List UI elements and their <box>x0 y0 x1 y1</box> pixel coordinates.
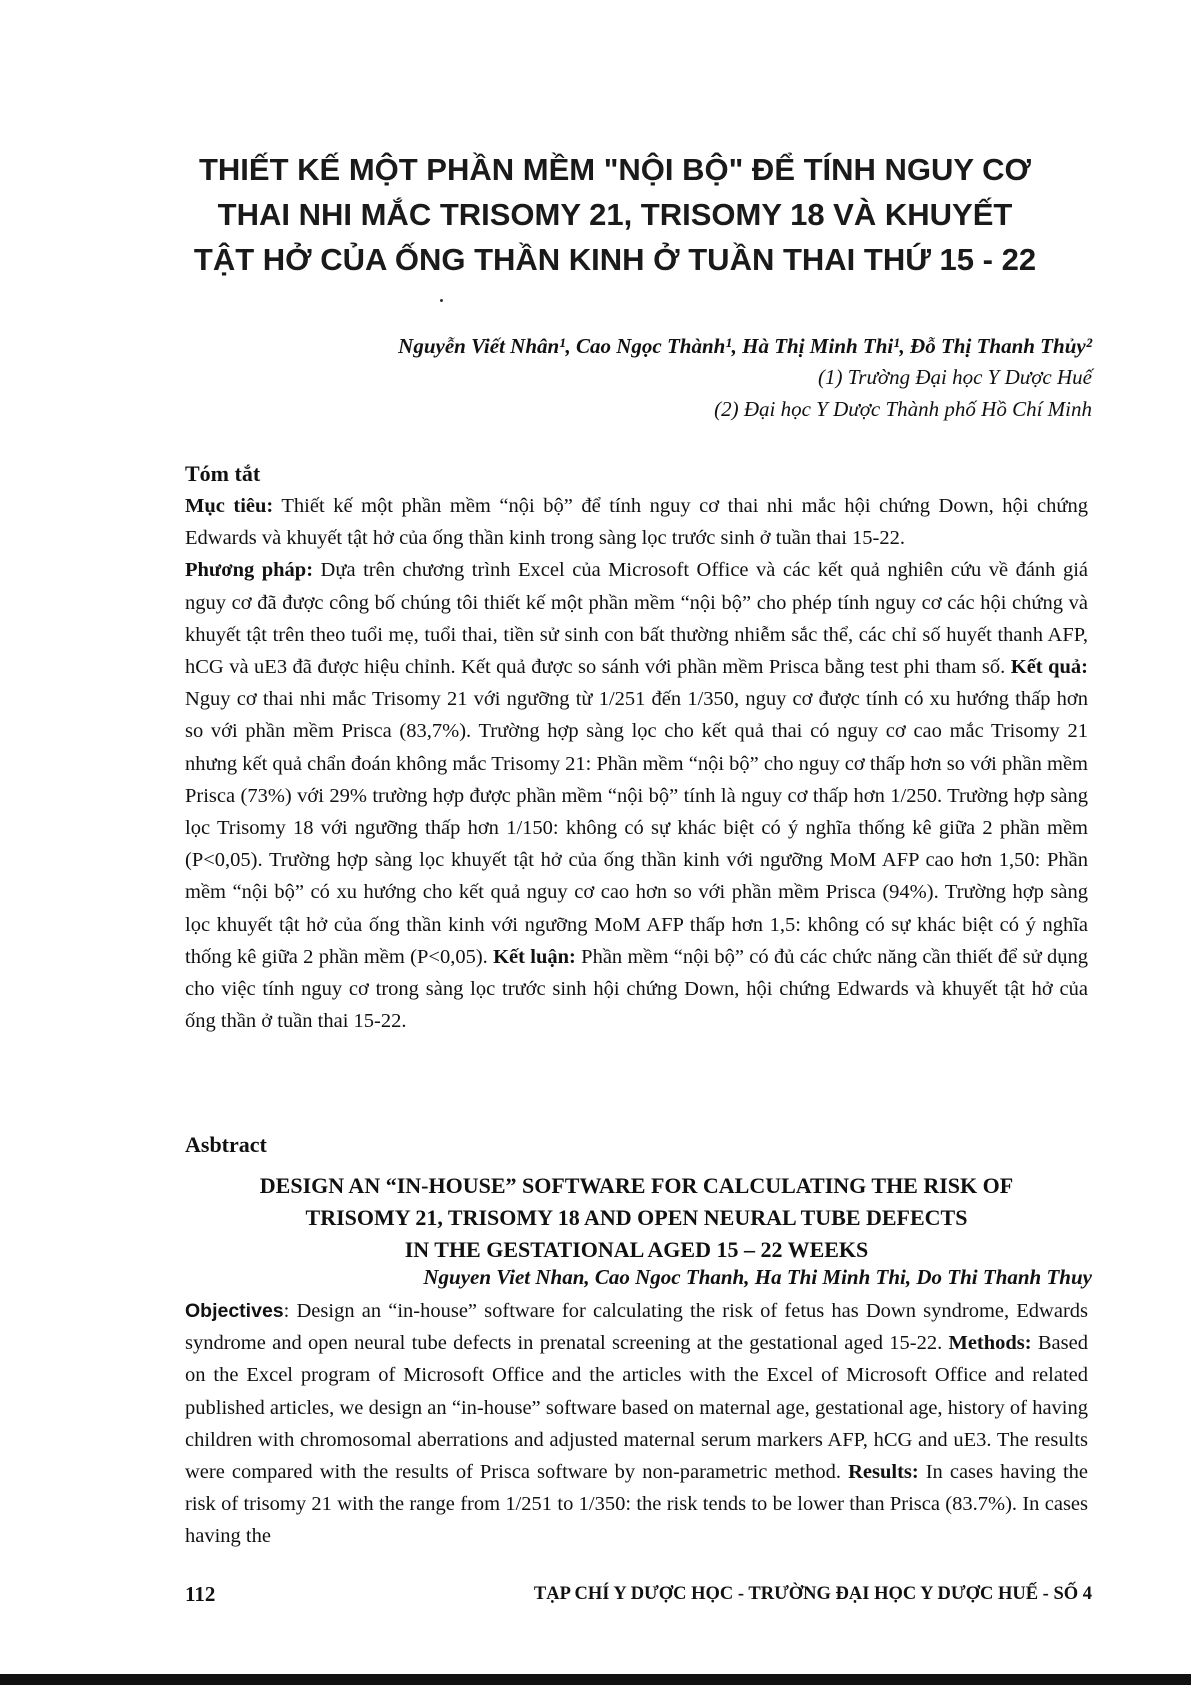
objectives-text: : Design an “in-house” software for calculating the risk of fetus has Down syndrome, Edwards syndrome and open neural tube defects in prenatal screening at the gestational aged 15-22. <box>185 1300 1088 1355</box>
title-line: THAI NHI MẮC TRISOMY 21, TRISOMY 18 VÀ KHUYẾT <box>217 197 1013 232</box>
en-title-line: TRISOMY 21, TRISOMY 18 AND OPEN NEURAL TUBE DEFECTS <box>305 1205 968 1230</box>
objectives-label: Objectives <box>185 1300 284 1322</box>
method-label: Phương pháp: <box>185 559 314 582</box>
scan-speck <box>440 299 443 302</box>
conclusion-text: Phần mềm “nội bộ” có đủ các chức năng cần thiết để sử dụng cho việc tính nguy cơ trong sàng lọc trước sinh hội chứng Down, hội chứng Edwards và khuyết tật hở của ống thần ở tuần thai 15-22. <box>185 945 1088 1033</box>
en-abstract-heading: Asbtract <box>185 1132 267 1157</box>
scan-bottom-edge <box>0 1674 1191 1685</box>
conclusion-label: Kết luận: <box>493 945 576 968</box>
objective-label: Mục tiêu: <box>185 495 274 517</box>
result-text: Nguy cơ thai nhi mắc Trisomy 21 với ngưỡng từ 1/251 đến 1/350, nguy cơ được tính có xu hướng thấp hơn so với phần mềm Prisca (83,7%). Trường hợp sàng lọc cho kết quả thai có nguy cơ cao mắc Trisomy 21 nhưng kết quả chẩn đoán không mắc Trisomy 21: Phần mềm “nội bộ” cho nguy cơ thấp hơn so với phần mềm Prisca (73%) với 29% trường hợp được phần mềm “nội bộ” tính là nguy cơ thấp hơn 1/250. Trường hợp sàng lọc Trisomy 18 với ngưỡng thấp hơn 1/150: không có sự khác biệt có ý nghĩa thống kê giữa 2 phần mềm (P<0,05). Trường hợp sàng lọc khuyết tật hở của ống thần kinh với ngưỡng MoM AFP cao hơn 1,50: Phần mềm “nội bộ” có xu hướng cho kết quả nguy cơ cao hơn so với phần mềm Prisca (94%). Trường hợp sàng lọc khuyết tật hở của ống thần kinh với ngưỡng MoM AFP thấp hơn 1,5: không có sự khác biệt có ý nghĩa thống kê giữa 2 phần mềm (P<0,05). <box>185 688 1088 968</box>
results-label: Results: <box>848 1461 919 1484</box>
method-text: Dựa trên chương trình Excel của Microsoft Office và các kết quả nghiên cứu về đánh giá nguy cơ đã được công bố chúng tôi thiết kế một phần mềm “nội bộ” cho phép tính nguy cơ các hội chứng và khuyết tật trên theo tuổi mẹ, tuổi thai, tiền sử sinh con bất thường nhiễm sắc thể, các chỉ số huyết thanh AFP, hCG và uE3 đã được hiệu chỉnh. Kết quả được so sánh với phần mềm Prisca bằng test phi tham số. <box>185 559 1088 679</box>
en-article-title <box>185 1170 1088 1266</box>
methods-text: Based on the Excel program of Microsoft Office and the articles with the Excel of Microsoft Office and related published articles, we design an “in-house” software based on maternal age, gestational age, history of having children with chromosomal aberrations and adjusted maternal serum markers AFP, hCG and uE3. The results were compared with the results of Prisca software by non-parametric method. <box>185 1332 1088 1484</box>
affiliation-2: (2) Đại học Y Dược Thành phố Hồ Chí Minh <box>714 397 1092 421</box>
vn-abstract-body <box>185 490 1088 1037</box>
results-text: In cases having the risk of trisomy 21 with the range from 1/251 to 1/350: the risk tends to be lower than Prisca (83.7%). In cases having the <box>185 1461 1088 1548</box>
result-label: Kết quả: <box>1010 656 1088 679</box>
objective-text: Thiết kế một phần mềm “nội bộ” để tính nguy cơ thai nhi mắc hội chứng Down, hội chứng Edwards và khuyết tật hở của ống thần kinh trong sàng lọc trước sinh ở tuần thai 15-22. <box>185 495 1088 550</box>
vn-abstract-heading: Tóm tắt <box>185 461 261 486</box>
title-line: TẬT HỞ CỦA ỐNG THẦN KINH Ở TUẦN THAI THỨ 15 - 22 <box>193 242 1037 277</box>
methods-label: Methods: <box>948 1332 1032 1355</box>
affiliation-1: (1) Trường Đại học Y Dược Huế <box>818 365 1092 389</box>
en-title-line: IN THE GESTATIONAL AGED 15 – 22 WEEKS <box>404 1237 869 1262</box>
page-number: 112 <box>185 1582 216 1606</box>
article-title <box>160 147 1070 282</box>
author-list: Nguyễn Viết Nhân¹, Cao Ngọc Thành¹, Hà Thị Minh Thi¹, Đỗ Thị Thanh Thủy² <box>398 334 1092 358</box>
en-title-line: DESIGN AN “IN-HOUSE” SOFTWARE FOR CALCULATING THE RISK OF <box>259 1173 1014 1198</box>
en-author-list: Nguyen Viet Nhan, Cao Ngoc Thanh, Ha Thi Minh Thi, Do Thi Thanh Thuy <box>423 1265 1092 1289</box>
title-line: THIẾT KẾ MỘT PHẦN MỀM "NỘI BỘ" ĐỂ TÍNH NGUY CƠ <box>198 152 1031 187</box>
en-abstract-body <box>185 1295 1088 1553</box>
journal-footer: TẠP CHÍ Y DƯỢC HỌC - TRƯỜNG ĐẠI HỌC Y DƯỢC HUẾ - SỐ 4 <box>533 1584 1092 1604</box>
